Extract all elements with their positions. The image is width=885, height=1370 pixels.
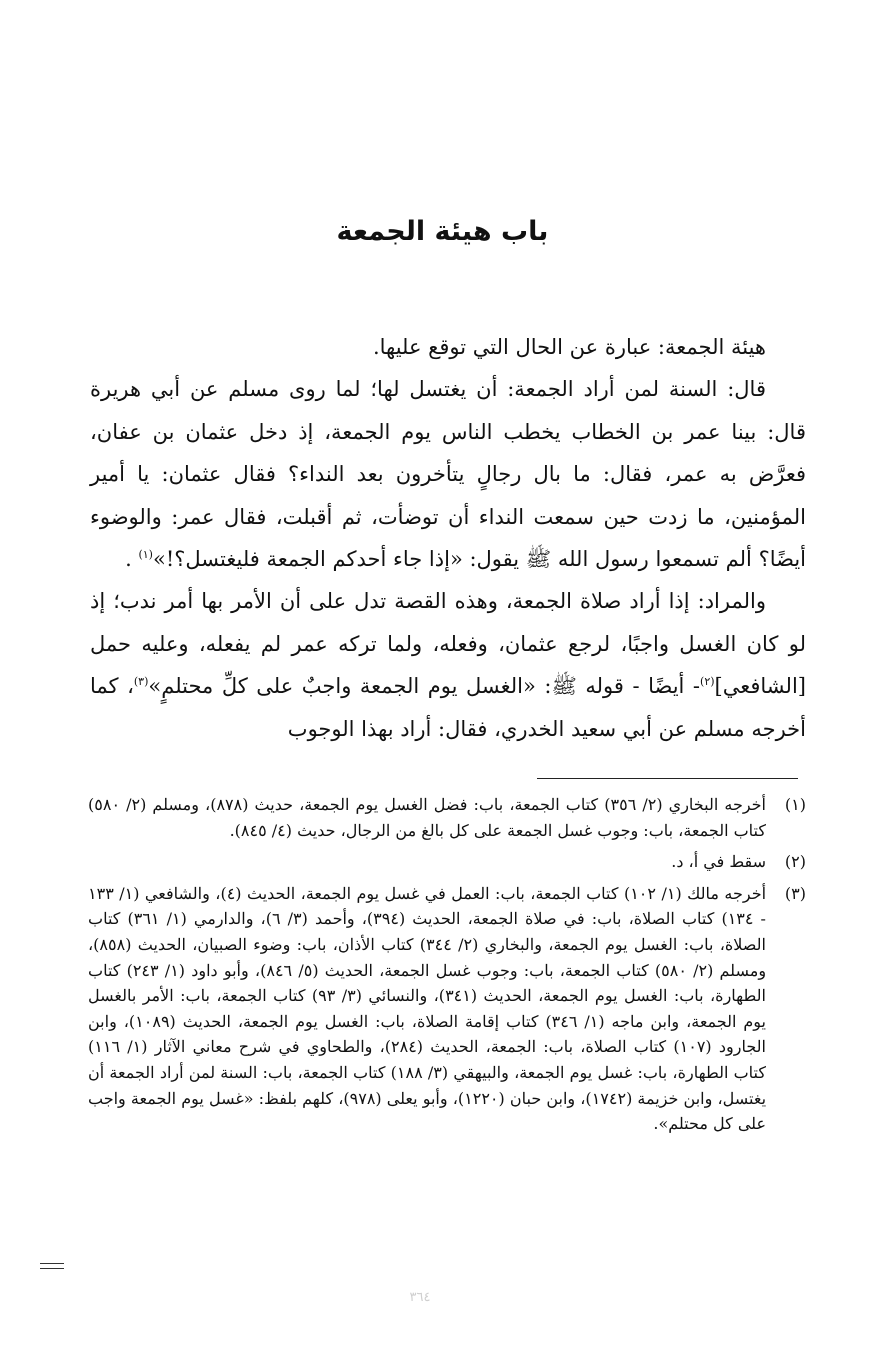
margin-mark	[40, 1263, 64, 1269]
main-text	[90, 326, 806, 750]
footnote-text: سقط في أ، د.	[671, 852, 766, 872]
paragraph-explanation	[90, 580, 806, 750]
footnote-number: (٣)	[784, 883, 806, 903]
footnote-item	[88, 849, 806, 875]
footnote-text: أخرجه البخاري (٢/ ٣٥٦) كتاب الجمعة، باب: فضل الغسل يوم الجمعة، حديث (٨٧٨)، ومسلم (٢/ ٥٨٠) كتاب الجمعة، باب: وجوب غسل الجمعة على كل بالغ من الرجال، حديث (٤/ ٨٤٥).	[88, 795, 767, 840]
footnote-ref-3: (٣)	[133, 675, 149, 689]
paragraph-explanation-text-a: والمراد: إذا أراد صلاة الجمعة، وهذه القصة تدل على أن الأمر بها أمر ندب؛ إذ لو كان الغسل واجبًا، لرجع عثمان، وفعله، ولما تركه عمر لم يفعله، وعليه حمل [الشافعي]	[90, 589, 806, 699]
footnote-number: (١)	[784, 795, 806, 814]
footnote-ref-1: (١)	[138, 548, 153, 562]
footnotes	[88, 792, 806, 1143]
footnote-item	[88, 792, 806, 843]
footnote-separator	[537, 778, 798, 779]
chapter-heading: باب هيئة الجمعة	[336, 216, 549, 247]
footnote-text: أخرجه مالك (١/ ١٠٢) كتاب الجمعة، باب: العمل في غسل يوم الجمعة، الحديث (٤)، والشافعي (١/ ١٣٣ - ١٣٤) كتاب الصلاة، باب: في صلاة الجمعة، الحديث (٣٩٤)، وأحمد (٣/ ٦)، والدارمي (١/ ٣٦١) كتاب الصلاة، باب: الغسل يوم الجمعة، والبخاري (٢/ ٣٤٤) كتاب الأذان، باب: وضوء الصبيان، الحديث (٨٥٨)، ومسلم (٢/ ٥٨٠) كتاب الجمعة، باب: وجوب غسل الجمعة، الحديث (٥/ ٨٤٦)، وأبو داود (١/ ٢٤٣) كتاب الطهارة، باب: الغسل يوم الجمعة، الحديث (٣٤١)، والنسائي (٣/ ٩٣) كتاب الجمعة، باب: الأمر بالغسل يوم الجمعة، وابن ماجه (١/ ٣٤٦) كتاب إقامة الصلاة، باب: الغسل يوم الجمعة، الحديث (١٠٨٩)، وابن الجارود (١٠٧) كتاب الصلاة، باب: الجمعة، الحديث (٢٨٤)، والطحاوي في شرح معاني الآثار (١/ ١١٦) كتاب الطهارة، باب: غسل يوم الجمعة، والبيهقي (٣/ ١٨٨) كتاب الجمعة، باب: السنة لمن أراد الجمعة أن يغتسل، وابن خزيمة (١٧٤٢)، وابن حبان (١٢٢٠)، وأبو يعلى (٩٧٨)، كلهم بلفظ: «غسل يوم الجمعة واجب على كل محتلم».	[88, 883, 767, 1134]
paragraph-hadith: قال: السنة لمن أراد الجمعة: أن يغتسل لها؛ لما روى مسلم عن أبي هريرة قال: بينا عمر بن الخطاب يخطب الناس يوم الجمعة، إذ دخل عثمان بن عفان، فعرَّض به عمر، فقال: ما بال رجالٍ يتأخرون بعد النداء؟ فقال عثمان: يا أمير المؤمنين، ما زدت حين سمعت النداء أن توضأت، ثم أقبلت، فقال عمر: والوضوء أيضًا؟ ألم تسمعوا رسول الله ﷺ يقول: «إذا جاء أحدكم الجمعة فليغتسل؟!»$^{(١)}$ .	[90, 377, 806, 572]
page-number: ٣٦٤	[409, 1290, 431, 1305]
paragraph-explanation-text-b: - أيضًا - قوله ﷺ: «الغسل يوم الجمعة واجبٌ على كلِّ محتلمٍ»	[148, 674, 701, 699]
footnote-ref-2: (٢)	[700, 675, 715, 689]
paragraph-definition: هيئة الجمعة: عبارة عن الحال التي توقع عليها.	[372, 335, 766, 359]
paragraph-hadith-text: قال: السنة لمن أراد الجمعة: أن يغتسل لها؛ لما روى مسلم عن أبي هريرة قال: بينا عمر بن الخطاب يخطب الناس يوم الجمعة، إذ دخل عثمان بن عفان، فعرَّض به عمر، فقال: ما بال رجالٍ يتأخرون بعد النداء؟ فقال عثمان: يا أمير المؤمنين، ما زدت حين سمعت النداء أن توضأت، ثم أقبلت، فقال عمر: والوضوء أيضًا؟ ألم تسمعوا رسول الله ﷺ يقول: «إذا جاء أحدكم الجمعة فليغتسل؟!»	[90, 377, 806, 572]
footnote-item	[88, 881, 806, 1137]
footnote-number: (٢)	[784, 852, 806, 872]
paragraph-explanation-text-c: ، كما أخرجه مسلم عن أبي سعيد الخدري، فقال: أراد بهذا الوجوب	[90, 674, 806, 741]
